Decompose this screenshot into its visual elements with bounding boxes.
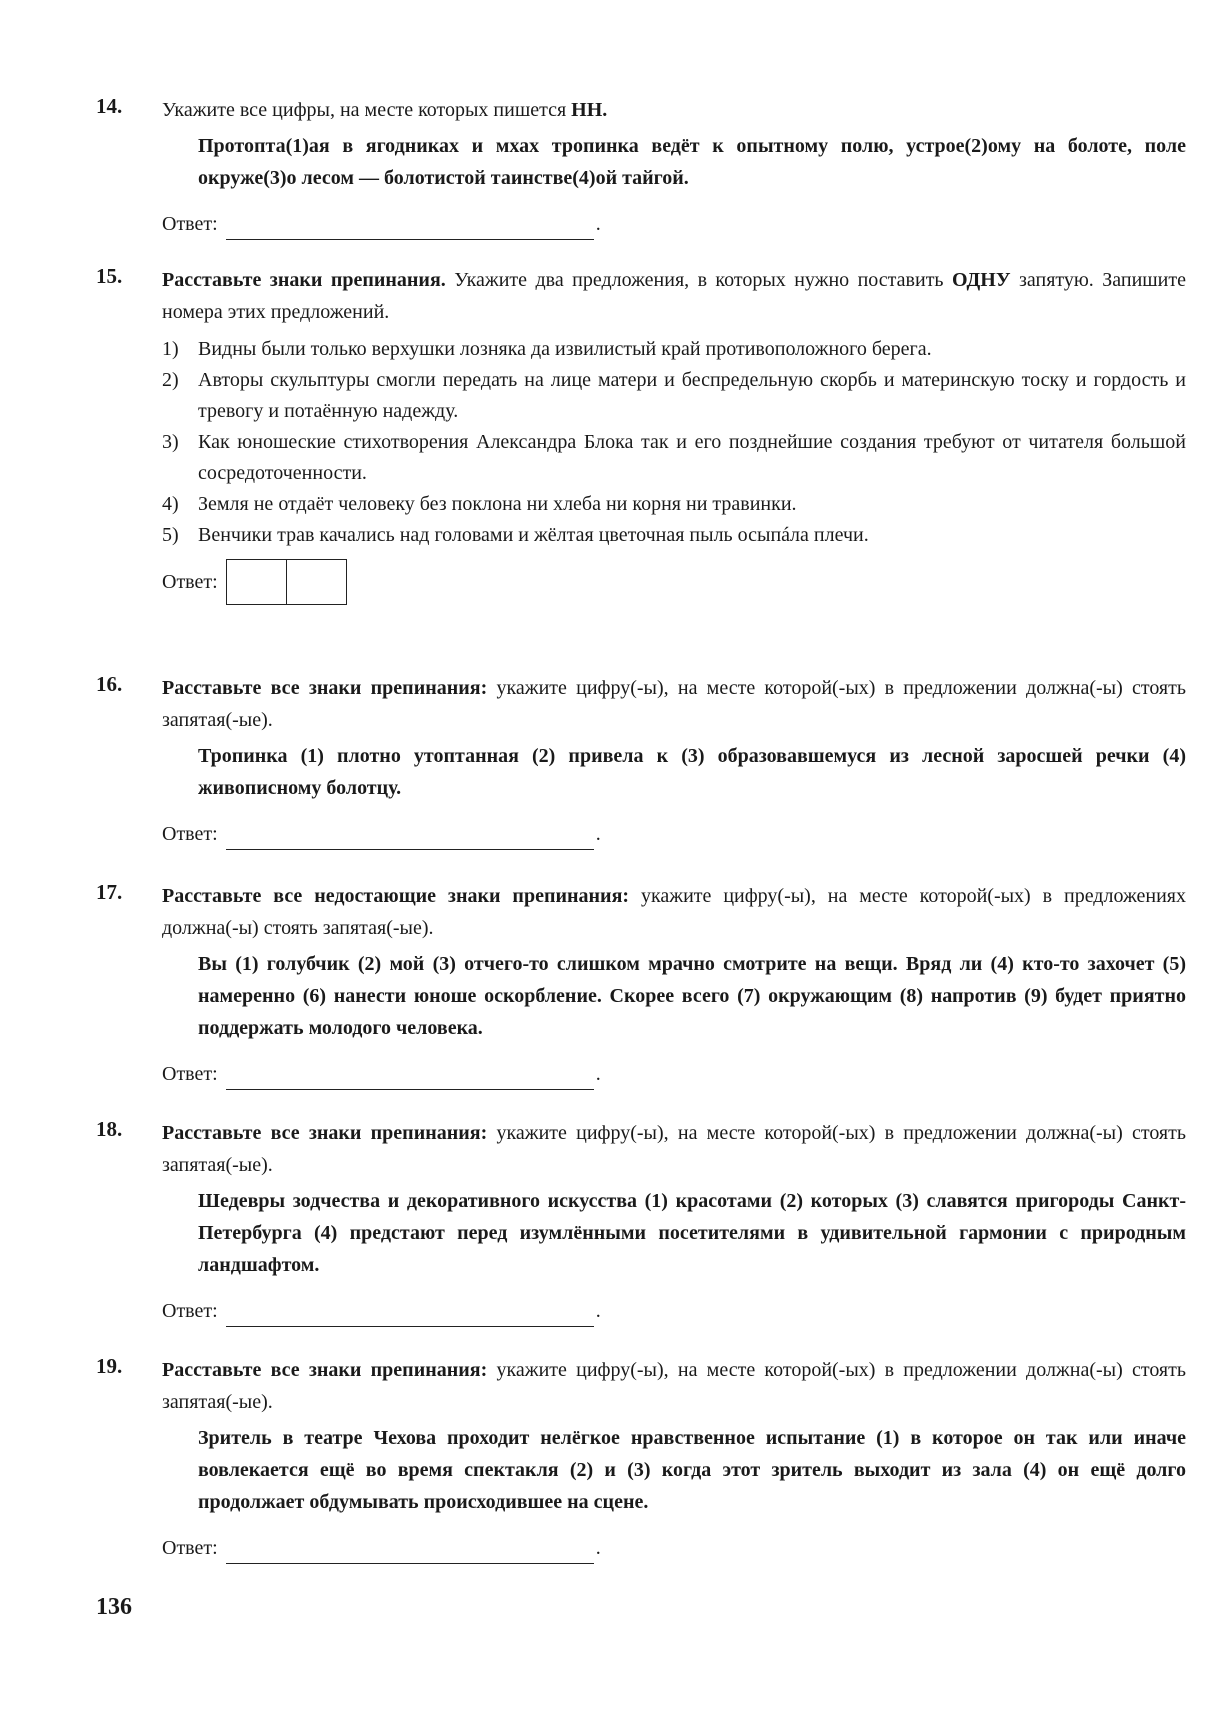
task-sentence: Протопта(1)ая в ягодниках и мхах тропинка ведёт к опытному полю, устрое(2)ому на болоте, поле окруже(3)о лесом — болотистой таинстве(4)ой тайгой. — [198, 135, 1186, 189]
task-number: 17. — [96, 880, 123, 904]
task-number: 19. — [96, 1354, 123, 1378]
task-sentence: Вы (1) голубчик (2) мой (3) отчего-то слишком мрачно смотрите на вещи. Вряд ли (4) кто-то захочет (5) намеренно (6) нанести юноше оскорбление. Скорее всего (7) окружающим (8) напротив (9) будет приятно поддержать молодого человека. — [198, 953, 1186, 1039]
option-item: 2) Авторы скульптуры смогли передать на лице матери и беспредельную скорбь и материнскую тоску и гордость и тревогу и потаённую надежду. — [162, 369, 1186, 422]
answer-row: Ответ: . — [162, 208, 1186, 240]
options-list — [162, 334, 1186, 551]
answer-row — [162, 559, 1186, 605]
answer-label: Ответ: — [162, 213, 218, 235]
task-sentence: Тропинка (1) плотно утоптанная (2) привела к (3) образовавшемуся из лесной заросшей речки (4) живописному болотцу. — [198, 745, 1186, 799]
answer-row: Ответ: . — [162, 1295, 1186, 1327]
task-instruction: Расставьте все недостающие знаки препинания: укажите цифру(-ы), на месте которой(-ых) в предложениях должна(-ы) стоять запятая(-ые). — [162, 885, 1187, 939]
task-sentence: Шедевры зодчества и декоративного искусства (1) красотами (2) которых (3) славятся пригороды Санкт-Петербурга (4) предстают перед изумлёнными посетителями в удивительной гармонии с природным ландшафтом. — [198, 1190, 1186, 1276]
answer-boxes — [226, 559, 347, 605]
task-instruction: Расставьте все знаки препинания: укажите цифру(-ы), на месте которой(-ых) в предложении должна(-ы) стоять запятая(-ые). — [162, 1122, 1186, 1176]
answer-line[interactable] — [226, 1304, 594, 1327]
page-number: 136 — [96, 1594, 132, 1620]
answer-label: Ответ: — [162, 1063, 218, 1085]
answer-label: Ответ: — [162, 1537, 218, 1559]
answer-line[interactable] — [226, 1541, 594, 1564]
answer-label: Ответ: — [162, 1300, 218, 1322]
option-item: 4) Земля не отдаёт человеку без поклона ни хлеба ни корня ни травинки. — [162, 493, 797, 515]
task-instruction: Расставьте все знаки препинания: укажите цифру(-ы), на месте которой(-ых) в предложении должна(-ы) стоять запятая(-ые). — [162, 677, 1186, 731]
answer-row: Ответ: . — [162, 1532, 1186, 1564]
answer-row: Ответ: . — [162, 1058, 1186, 1090]
task-number: 16. — [96, 672, 123, 696]
answer-label: Ответ: — [162, 571, 218, 593]
task-instruction: Укажите все цифры, на месте которых пишется НН. — [162, 99, 608, 121]
answer-line[interactable] — [226, 217, 594, 240]
option-item: 3) Как юношеские стихотворения Александра Блока так и его позднейшие создания требуют от читателя большой сосредоточенности. — [162, 431, 1186, 484]
task-instruction: Расставьте все знаки препинания: укажите цифру(-ы), на месте которой(-ых) в предложении должна(-ы) стоять запятая(-ые). — [162, 1359, 1186, 1413]
task-number: 14. — [96, 94, 123, 118]
task-number: 18. — [96, 1117, 123, 1141]
answer-box[interactable] — [226, 559, 287, 605]
answer-label: Ответ: — [162, 823, 218, 845]
answer-row: Ответ: . — [162, 818, 1186, 850]
task-sentence: Зритель в театре Чехова проходит нелёгкое нравственное испытание (1) в которое он так или иначе вовлекается ещё во время спектакля (2) и (3) когда этот зритель выходит из зала (4) он ещё долго продолжает обдумывать происходившее на сцене. — [198, 1427, 1186, 1513]
answer-box[interactable] — [287, 559, 347, 605]
option-item: 5) Венчики трав качались над головами и жёлтая цветочная пыль осыпáла плечи. — [162, 524, 869, 546]
task-number: 15. — [96, 264, 123, 288]
answer-line[interactable] — [226, 827, 594, 850]
answer-line[interactable] — [226, 1067, 594, 1090]
task-instruction: Расставьте знаки препинания. Укажите два предложения, в которых нужно поставить ОДНУ запятую. Запишите номера этих предложений. — [162, 269, 1186, 323]
option-item: 1) Видны были только верхушки лозняка да извилистый край противоположного берега. — [162, 338, 932, 360]
